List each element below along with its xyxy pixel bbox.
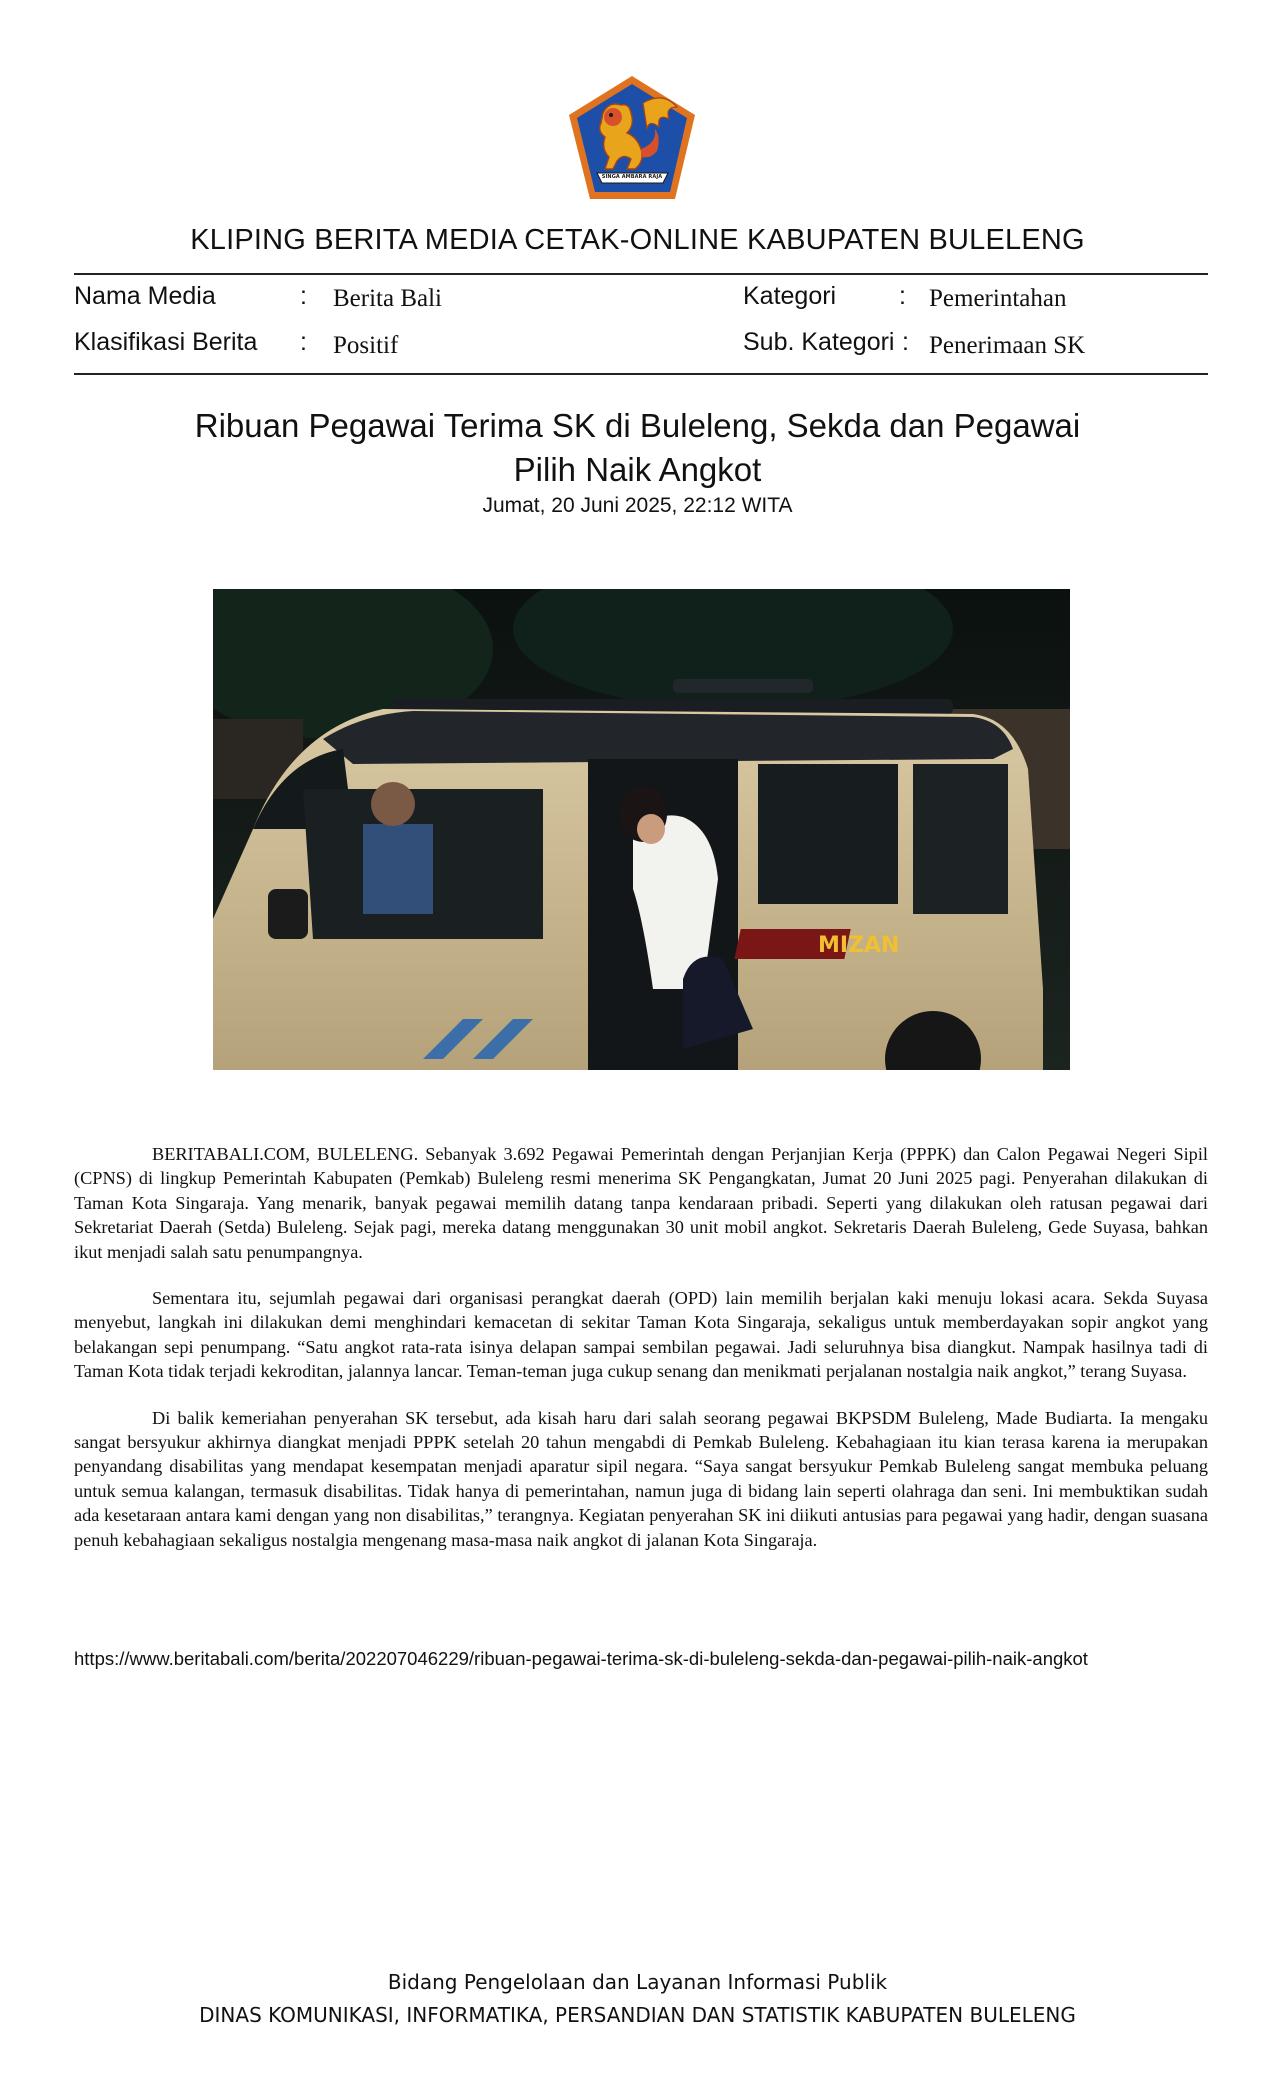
subcategory-label-text: Sub. Kategori	[743, 328, 895, 356]
classification-value-text: Positif	[333, 332, 399, 359]
colon: :	[902, 328, 909, 356]
subcategory-label	[743, 327, 895, 357]
subcategory-value	[929, 330, 1085, 361]
media-name-value	[333, 283, 442, 314]
media-name-colon	[300, 281, 307, 311]
article-paragraph: BERITABALI.COM, BULELENG. Sebanyak 3.692 Pegawai Pemerintah dengan Perjanjian Kerja (PPPK) dan Calon Pegawai Negeri Sipil (CPNS) di lingkup Pemerintah Kabupaten (Pemkab) Buleleng resmi menerima SK Pengangkatan, Jumat 20 Juni 2025 pagi. Penyerahan dilakukan di Taman Kota Singaraja. Yang menarik, banyak pegawai memilih datang tanpa kendaraan pribadi. Seperti yang dilakukan oleh ratusan pegawai dari Sekretariat Daerah (Setda) Buleleng. Sejak pagi, mereka datang menggunakan 30 unit mobil angkot. Sekretaris Daerah Buleleng, Gede Suyasa, bahkan ikut menjadi salah satu penumpangnya.	[74, 1144, 1208, 1262]
footer-agency: DINAS KOMUNIKASI, INFORMATIKA, PERSANDIAN DAN STATISTIK KABUPATEN BULELENG	[199, 2003, 1076, 2027]
media-name-label: Nama Media	[74, 282, 216, 310]
classification-label-text: Klasifikasi Berita	[74, 328, 258, 356]
van-decal-text: MIZAN	[818, 933, 900, 958]
category-colon	[899, 281, 906, 311]
category-label-text: Kategori	[743, 282, 837, 310]
clipping-header-title: KLIPING BERITA MEDIA CETAK-ONLINE KABUPATEN BULELENG	[190, 224, 1085, 256]
colon: :	[300, 328, 307, 356]
article-title	[120, 404, 1155, 492]
article-photo	[213, 589, 1070, 1070]
subcategory-colon	[902, 327, 909, 357]
subcategory-value-text: Penerimaan SK	[929, 332, 1086, 359]
colon: :	[899, 282, 906, 310]
media-name-row	[74, 281, 216, 311]
colon: :	[300, 282, 307, 310]
buleleng-lion-emblem-icon	[565, 73, 700, 203]
classification-label	[74, 327, 257, 357]
category-label	[743, 281, 836, 311]
article-paragraph: Di balik kemeriahan penyerahan SK tersebut, ada kisah haru dari salah seorang pegawai BKPSDM Buleleng, Made Budiarta. Ia mengaku sangat bersyukur akhirnya diangkat menjadi PPPK setelah 20 tahun mengabdi di Pemkab Buleleng. Kebahagiaan itu kian terasa karena ia merupakan penyandang disabilitas yang mendapat kesempatan menjadi aparatur sipil negara. “Saya sangat bersyukur Pemkab Buleleng sangat membuka peluang untuk semua kalangan, termasuk disabilitas. Tidak hanya di pemerintahan, namun juga di bidang lain seperti olahraga dan seni. Ini membuktikan sudah ada kesetaraan antara kami dengan yang non disabilitas,” terangnya. Kegiatan penyerahan SK ini diikuti antusias para pegawai yang hadir, dengan suasana penuh kebahagiaan sekaligus nostalgia mengenang masa-masa naik angkot di jalanan Kota Singaraja.	[74, 1407, 1208, 1550]
header-top-rule	[74, 273, 1208, 275]
emblem-motto: SINGA AMBARA RAJA	[601, 174, 663, 180]
classification-value	[333, 330, 398, 361]
source-url-link[interactable]: https://www.beritabali.com/berita/202207046229/ribuan-pegawai-terima-sk-di-buleleng-sekda-dan-pegawai-pilih-naik-angkot	[74, 1648, 1088, 1669]
category-value-text: Pemerintahan	[929, 285, 1067, 312]
category-value	[929, 283, 1066, 314]
classification-colon	[300, 327, 307, 357]
article-paragraph: Sementara itu, sejumlah pegawai dari organisasi perangkat daerah (OPD) lain memilih berjalan kaki menuju lokasi acara. Sekda Suyasa menyebut, langkah ini dilakukan demi menghindari kemacetan di sekitar Taman Kota Singaraja, sekaligus untuk memberdayakan sopir angkot yang belakangan sepi penumpang. “Satu angkot rata-rata isinya delapan sampai sembilan pegawai. Jadi seluruhnya bisa diangkut. Nampak hasilnya tadi di Taman Kota tidak terjadi kekroditan, jalannya lancar. Teman-teman juga cukup senang dan menikmati perjalanan nostalgia naik angkot,” terang Suyasa.	[74, 1288, 1208, 1382]
article-body	[74, 1142, 1208, 1574]
article-title-line2: Pilih Naik Angkot	[513, 451, 762, 488]
media-name-text: Berita Bali	[333, 285, 442, 312]
header-bottom-rule	[74, 373, 1208, 375]
article-title-line1: Ribuan Pegawai Terima SK di Buleleng, Sekda dan Pegawai	[194, 407, 1081, 444]
article-date: Jumat, 20 Juni 2025, 22:12 WITA	[482, 494, 793, 517]
footer-division: Bidang Pengelolaan dan Layanan Informasi Publik	[387, 1970, 888, 1994]
